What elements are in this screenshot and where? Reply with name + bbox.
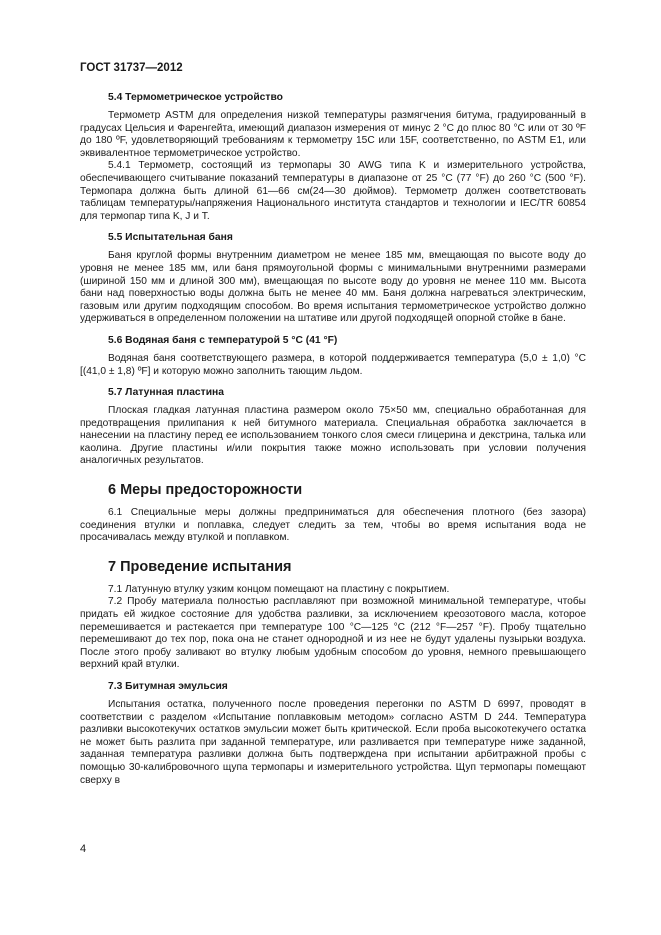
section-7-3-heading: 7.3 Битумная эмульсия [108,681,228,692]
section-5-4-heading: 5.4 Термометрическое устройство [108,92,283,103]
page-number: 4 [80,843,87,855]
section-5-7-paragraph: Плоская гладкая латунная пластина размером около 75×50 мм, специально обработанная для предотвращения прилипания к ней битумного материала. Специальная обработка заключается в нанесении на пластину перед ее использованием тонкого слоя смеси глицерина и декстрина, талька или каолина. Другие пластины и/или покрытия также можно использовать при условии получения аналогичных результатов. [80,405,586,467]
section-5-4-paragraph-1: Термометр ASTM для определения низкой температуры размягчения битума, градуированный в градусах Цельсия и Фаренгейта, имеющий диапазон измерения от минус 2 °C до плюс 80 °C или от 30 ºF до 180 ºF, удовлетворяющий требованиям к термометру 15C или 15F, соответственно, по ASTM E1, или эквивалентное термометрическое устройство. [80,110,586,159]
section-5-4-1-paragraph: 5.4.1 Термометр, состоящий из термопары 30 AWG типа K и измерительного устройства, обеспечивающего считывание показаний температуры в диапазоне от 25 °C (77 °F) до 260 °C (500 °F). Термопара должна быть длиной 61—66 см(24—30 дюймов). Термометр должен соответствовать таблицам температуры/напряжения Национального института стандартов и технологии и IEC/TR 60854 для термопар типа K, J и T. [80,160,586,222]
section-7-heading: 7 Проведение испытания [108,558,292,575]
section-7-2-paragraph: 7.2 Пробу материала полностью расплавляют при возможной минимальной температуре, чтобы придать ей жидкое состояние для удобства разливки, за исключением креозотового масла, которое перемешивается и растекается при температуре 100 °C—125 °C (212 °F—257 °F). Пробу тщательно перемешивают до тех пор, пока она не станет однородной и из нее не будут удалены пузырьки воздуха. После этого пробу заливают во втулку любым удобным способом до уровня, немного превышающего верхний край втулки. [80,596,586,671]
section-5-7-heading: 5.7 Латунная пластина [108,387,224,399]
document-header: ГОСТ 31737—2012 [80,62,183,74]
section-5-6-heading: 5.6 Водяная баня с температурой 5 °C (41 °F) [108,334,338,346]
section-5-5-paragraph: Баня круглой формы внутренним диаметром не менее 185 мм, вмещающая по высоте воду до уровня не менее 185 мм, или баня прямоугольной формы с минимальными внутренними размерами (шириной 150 мм и длиной 300 мм), вмещающая по высоте воду до уровня не менее 110 мм. Высота бани над поверхностью воды должна быть не менее 40 мм. Баня должна нагреваться электрическим, газовым или другим подходящим способом. Во время испытания термометрическое устройство должно удерживаться в определенном положении на штативе или другой подходящей опорной стойке в бане. [80,250,586,325]
section-6-heading: 6 Меры предосторожности [108,482,303,499]
section-5-6-paragraph: Водяная баня соответствующего размера, в которой поддерживается температура (5,0 ± 1,0) °C [(41,0 ± 1,8) ºF] и которую можно заполнить тающим льдом. [80,352,586,377]
page-content [80,91,586,787]
section-7-3-paragraph: Испытания остатка, полученного после проведения перегонки по ASTM D 6997, проводят в соответствии с разделом «Испытание поплавковым методом» согласно ASTM D 244. Температура разливки высокотекучих остатков эмульсии может быть критической. Если проба высокотекучего остатка не может быть разлита при заданной температуре, или разливается при температуре ниже заданной, заданная температура разливки должна быть подтверждена при испытании арбитражной пробы с помощью 30-калибровочного щупа термопары и измерительного устройства. Щуп термопары помещают сверху в [80,699,586,786]
section-5-5-heading: 5.5 Испытательная баня [108,232,233,244]
section-7-1-paragraph: 7.1 Латунную втулку узким концом помещают на пластину с покрытием. [108,583,450,595]
section-6-1-paragraph: 6.1 Специальные меры должны предприниматься для обеспечения плотного (без зазора) соединения втулки и поплавка, следует следить за тем, чтобы во время испытания вода не просачивалась между втулкой и поплавком. [80,507,586,544]
